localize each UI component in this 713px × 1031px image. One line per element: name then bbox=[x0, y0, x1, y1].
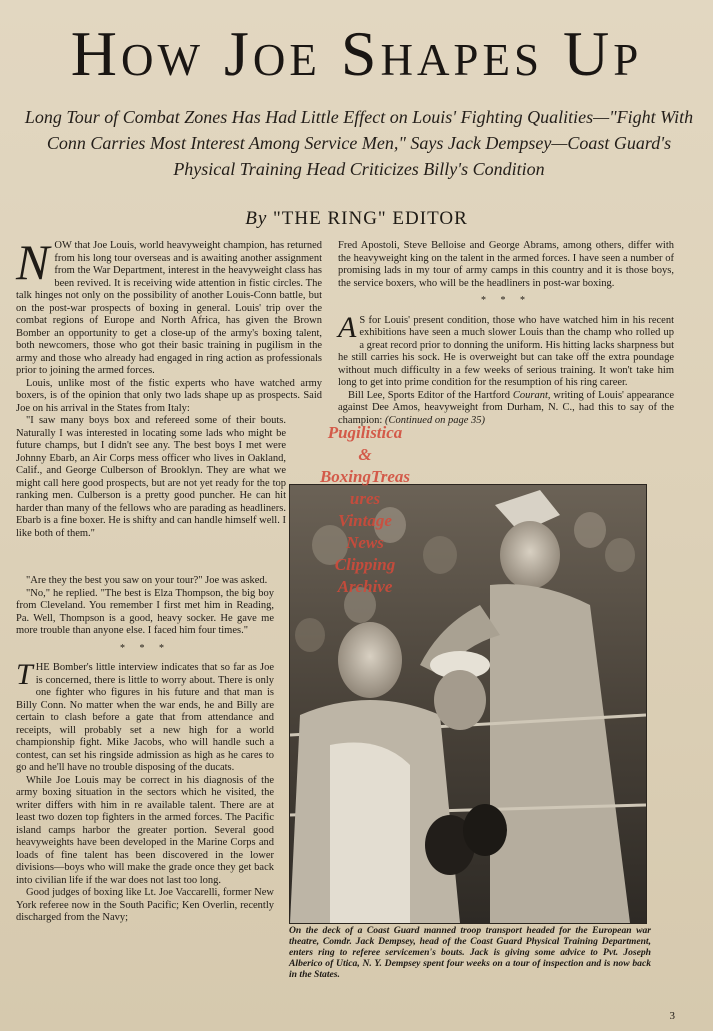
boxing-photograph bbox=[289, 484, 647, 924]
text-span: , writing of Louis' appearance against Dee Amos, heavyweight from Durham, N. C., had this to say of the champion: bbox=[338, 389, 674, 426]
section-divider: * * * bbox=[481, 295, 531, 306]
photo-illustration bbox=[290, 485, 646, 923]
section-divider: * * * bbox=[120, 642, 170, 654]
paragraph: "No," he replied. "The best is Elza Thompson, the big boy from Cleveland. You remember I first met him in Reading, Pa. Well, Thompson is a good, heavy socker. He gave me more trouble than anyone else. I faced him four times." bbox=[16, 587, 274, 636]
section2-text: HE Bomber's little interview indicates that so far as Joe is concerned, there is little to worry about. There is only one fighter who figures in his future and that man is Billy Conn. No matter when the war ends, he and Billy are certain to clash before a gate that from attendance and receipts, will probably set a new high for a world championship fight. Mike Jacobs, who will handle such a contest, can set his ringside admission as high as he cares to go and he'll have no trouble disposing of the ducats. bbox=[16, 662, 274, 773]
watermark-line: Pugilistica bbox=[327, 423, 403, 442]
right-section-text: S for Louis' present condition, those who have watched him in his recent exhibitions have seen a much slower Louis than the champ who rolled up a great record prior to donning the uniform. His hitting lacks sharpness but he still carries his sock. He is overweight but can take off the extra poundage without much difficulty in a few weeks of serious training. It won't take him long to get into prime condition for the resumption of his ring career. bbox=[338, 314, 674, 388]
intro-paragraph bbox=[16, 234, 322, 378]
watermark-line: Vintage bbox=[338, 511, 392, 530]
headline: How Joe Shapes Up bbox=[70, 18, 643, 89]
page-number: 3 bbox=[669, 1010, 675, 1022]
right-section-paragraph bbox=[338, 310, 674, 390]
paragraph: Fred Apostoli, Steve Belloise and George Abrams, among others, differ with the heavyweight king on the talent in the armed forces. I have seen a number of promising lads in my tour of army camps in this country and it is those boys, the service boxers, who will be the headliners in post-war boxing. bbox=[338, 240, 674, 289]
watermark-line: ures bbox=[349, 489, 381, 508]
watermark-line: Clipping bbox=[334, 555, 396, 574]
watermark-line: News bbox=[346, 533, 384, 552]
paragraph: "I saw many boys box and refereed some of their bouts. Naturally I was interested in locating some lads who might be future champs, but I didn't see any. The best boys I met were Johnny Ebarb, an Air Corps mess officer who lives in Oakland, Calif., and George Culberson of Brooklyn. They are what we might call here good prospects, but are not yet ready for the top ranking men. Culberson is a pretty good puncher. He can hit harder than many of the fellows who are parading as headliners. Ebarb is a fine boxer. He is shifty and can handle himself well. I like both of them." bbox=[16, 415, 286, 539]
paragraph: While Joe Louis may be correct in his diagnosis of the army boxing situation in the sectors which he visited, the writer differs with him in re available talent. There are at least two dozen top fighters in the armed forces. The Pacific island camps harbor the greater portion. Several good heavyweights have been developed in the Marine Corps and loads of fine talent has been discovered in the lower divisions—boys who will make the grade once they get back into civilian life if the war does not last too long. bbox=[16, 774, 274, 886]
right-column bbox=[338, 240, 674, 427]
subheadline: Long Tour of Combat Zones Has Had Little Effect on Louis' Fighting Qualities—"Fight With Conn Carries Most Interest Among Service Men," Says Jack Dempsey—Coast Guard's Physical Training Head Criticizes Billy's Condition bbox=[24, 107, 694, 179]
byline-author: "THE RING" EDITOR bbox=[273, 208, 468, 229]
paragraph: Louis, unlike most of the fistic experts who have watched army boxers, is of the opinion that only two lads shape up as prospects. Said Joe on his arrival in the States from Italy: bbox=[16, 377, 322, 414]
left-column bbox=[16, 234, 322, 540]
photo-caption: On the deck of a Coast Guard manned troop transport headed for the European war theatre, Comdr. Jack Dempsey, head of the Coast Guard Physical Training Department, enters ring to referee servicemen's bouts. Jack is giving some advice to Pvt. Joseph Alberico of Utica, N. Y. Dempsey spent four weeks on a tour of inspection and is now back in the States. bbox=[289, 925, 651, 980]
byline bbox=[0, 208, 713, 230]
byline-by: By bbox=[245, 208, 268, 229]
watermark-line: & bbox=[358, 445, 372, 464]
dropcap-n: N bbox=[16, 234, 50, 290]
intro-text: OW that Joe Louis, world heavyweight champion, has returned from his long tour overseas and is awaiting another assignment from the War Department, interest in the heavyweight class has been revived. It is receiving wide attention in fistic circles. The talk hinges not only on the possibility of another Louis-Conn battle, but on the post-war prospects of boxing in general. Louis' trip over the combat regions of Europe and North Africa, has given the Brown Bomber an opportunity to get a close-up of the army's boxing talent, both newcomers, those who got their basic training in pugilism in the army and those who already had engaged in ring action as professionals prior to joining the armed forces. bbox=[16, 240, 322, 376]
watermark-line: BoxingTreas bbox=[319, 467, 411, 486]
watermark-line: Archive bbox=[337, 577, 393, 596]
dropcap-a: A bbox=[338, 310, 357, 344]
section2-paragraph bbox=[16, 658, 274, 775]
continued-note: (Continued on page 35) bbox=[384, 414, 485, 426]
paragraph: "Are they the best you saw on your tour?" Joe was asked. bbox=[26, 575, 268, 586]
newspaper-name: Courant bbox=[512, 389, 548, 401]
dropcap-t: T bbox=[16, 658, 33, 691]
left-column-lower bbox=[16, 575, 274, 925]
paragraph: Good judges of boxing like Lt. Joe Vaccarelli, former New York referee now in the South Pacific; Ken Overlin, recently discharged from the Navy; bbox=[16, 887, 274, 923]
paragraph bbox=[338, 390, 674, 428]
text-span: Bill Lee, Sports Editor of the Hartford bbox=[348, 389, 511, 401]
